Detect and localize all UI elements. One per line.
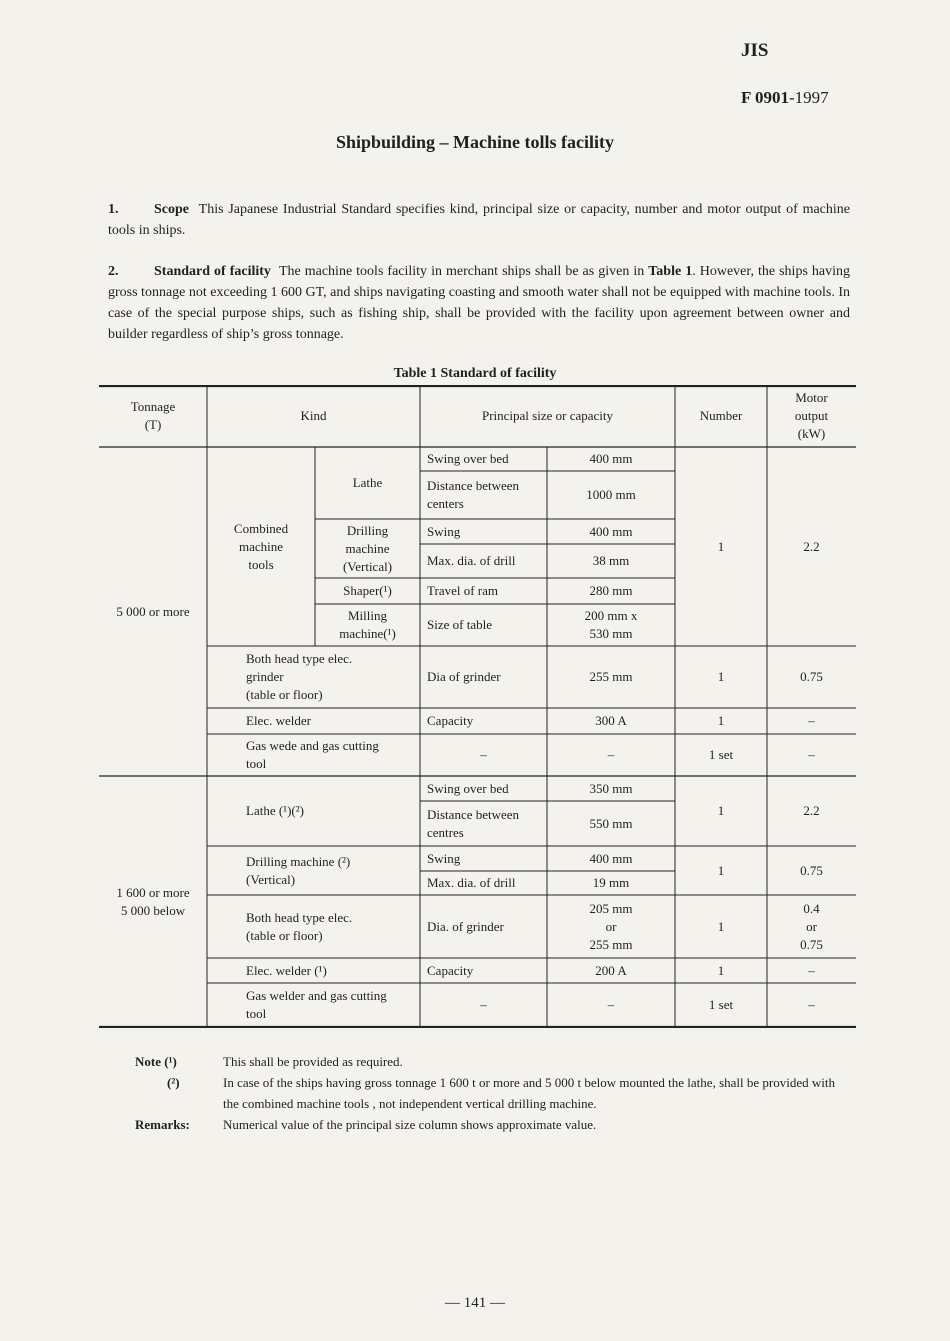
tonnage-5000-or-more: 5 000 or more [116,603,190,619]
remarks: Numerical value of the principal size column shows approximate value. [223,1117,597,1132]
kind-milling-machine: Milling machine(¹) [339,608,396,641]
size-dia-of-grinder: Dia of grinder [427,669,501,684]
grinder-motor-output-g2: 0.4 or 0.75 [800,900,823,952]
header-principal-size: Principal size or capacity [481,408,614,423]
value-capacity: 300 A [595,713,627,728]
size-swing-over-bed-g2: Swing over bed [427,780,509,796]
size-capacity-g2: Capacity [427,962,474,978]
value-swing-g2: 400 mm [589,850,633,866]
standard-year: -1997 [789,88,829,107]
kind-shaper: Shaper(¹) [343,583,392,598]
size-dia-of-grinder-g2: Dia. of grinder [427,918,504,934]
size-swing: Swing [427,523,461,539]
jis-mark: JIS [741,40,769,61]
grinder-motor-output: 0.75 [800,669,823,684]
value-size-of-table: 200 mm x 530 mm [584,608,638,641]
kind-elec-welder: Elec. welder [246,713,311,728]
gas-motor-output-g2: – [808,997,815,1012]
lathe-motor-output-g2: 2.2 [803,803,820,818]
value-max-dia-drill-g2: 19 mm [592,875,630,890]
header-kind: Kind [300,408,327,423]
section-number: 1. [108,202,119,217]
section-heading: Standard of facility [154,264,271,279]
size-travel-of-ram: Travel of ram [427,583,499,598]
kind-elec-welder-g2: Elec. welder (¹) [246,962,327,978]
header-motor-output: Motor output (kW) [794,390,829,441]
gas-motor-output: – [808,747,815,762]
section-number: 2. [108,264,119,279]
section-scope [108,199,850,241]
kind-grinder-g2: Both head type elec. (table or floor) [246,909,353,943]
size-swing-g2: Swing [427,850,461,866]
tonnage-1600-to-5000: 1 600 or more 5 000 below [116,884,190,918]
value-travel-of-ram: 280 mm [589,583,633,598]
lathe-number-g2: 1 [717,803,725,818]
value-gas-dash-g2: – [607,997,615,1012]
size-distance-between-centres-g2: Distance between centres [427,806,520,840]
size-size-of-table: Size of table [427,617,492,632]
kind-lathe: Lathe [352,475,383,490]
value-swing-over-bed: 400 mm [589,451,633,466]
section-heading: Scope [154,202,189,217]
header-tonnage: Tonnage (T) [130,399,176,432]
drilling-number-g2: 1 [717,862,725,878]
section-text-cont: . However, the ships having gross tonnage not exceeding 1 600 GT, and ships navigating coasting and smooth water shall not be equipped with machine tools. In case of the special purpose ships, such as fishing ship, shall be provided with the facility upon agreement between owner and builder regardless of ship’s gross tonnage. [108,264,851,342]
kind-lathe-g2: Lathe (¹)(²) [246,803,304,818]
section-standard-of-facility [108,261,850,345]
kind-grinder: Both head type elec. grinder (table or floor) [246,651,353,702]
note-1: This shall be provided as required. [223,1054,403,1069]
remarks-label: Remarks: [135,1117,190,1132]
value-distance-between-centers: 1000 mm [586,487,636,502]
combined-number: 1 [717,538,725,554]
size-gas-dash: – [480,747,487,762]
size-max-dia-drill-g2: Max. dia. of drill [427,875,516,890]
size-capacity: Capacity [427,713,474,728]
standard-code: F 0901 [741,88,790,107]
combined-machine-tools: Combined machine tools [233,520,289,572]
note-2: In case of the ships having gross tonnage 1 600 t or more and 5 000 t below mounted the lathe, shall be provided with the combined machine tools , not independent vertical drilling machine. [223,1075,835,1111]
kind-drilling-machine-g2: Drilling machine (²) (Vertical) [246,853,351,887]
combined-motor-output: 2.2 [803,538,820,554]
table-reference: Table 1 [648,264,693,279]
grinder-number-g2: 1 [717,918,725,934]
welder-motor-output-g2: – [808,962,815,978]
kind-gas-cutting-tool: Gas wede and gas cutting tool [246,738,379,771]
welder-number: 1 [717,713,725,728]
value-capacity-g2: 200 A [595,962,627,978]
gas-number: 1 set [708,747,734,762]
value-swing-over-bed-g2: 350 mm [589,780,633,796]
kind-drilling-machine: Drilling machine (Vertical) [342,522,393,574]
size-distance-between-centers: Distance between centers [427,478,520,511]
facility-table [99,385,856,1028]
value-swing: 400 mm [589,523,633,539]
section-text: This Japanese Industrial Standard specifies kind, principal size or capacity, number and motor output of machine tools in ships. [108,202,850,238]
grinder-number: 1 [717,669,725,684]
table-caption: Table 1 Standard of facility [393,366,557,381]
header-number: Number [699,408,743,423]
welder-number-g2: 1 [717,962,725,978]
note-label: Note (¹) [135,1054,177,1069]
welder-motor-output: – [808,713,815,728]
size-swing-over-bed: Swing over bed [427,451,509,466]
section-text: The machine tools facility in merchant ships shall be as given in [278,264,645,279]
drilling-motor-output-g2: 0.75 [800,862,823,878]
value-max-dia-drill: 38 mm [592,553,630,568]
notes-block [135,1051,855,1141]
document-title: Shipbuilding – Machine tolls facility [335,132,615,152]
value-dia-of-grinder-g2: 205 mm or 255 mm [589,900,633,952]
kind-gas-cutting-tool-g2: Gas welder and gas cutting tool [246,988,387,1021]
value-gas-dash: – [607,747,615,762]
value-distance-between-centres-g2: 550 mm [589,815,633,831]
gas-number-g2: 1 set [708,997,734,1012]
size-gas-dash-g2: – [480,997,487,1012]
value-dia-of-grinder: 255 mm [589,669,633,684]
size-max-dia-drill: Max. dia. of drill [427,553,516,568]
standard-number [741,88,829,108]
note-2-label: (²) [167,1075,180,1090]
page-number: — 141 — [445,1295,505,1311]
